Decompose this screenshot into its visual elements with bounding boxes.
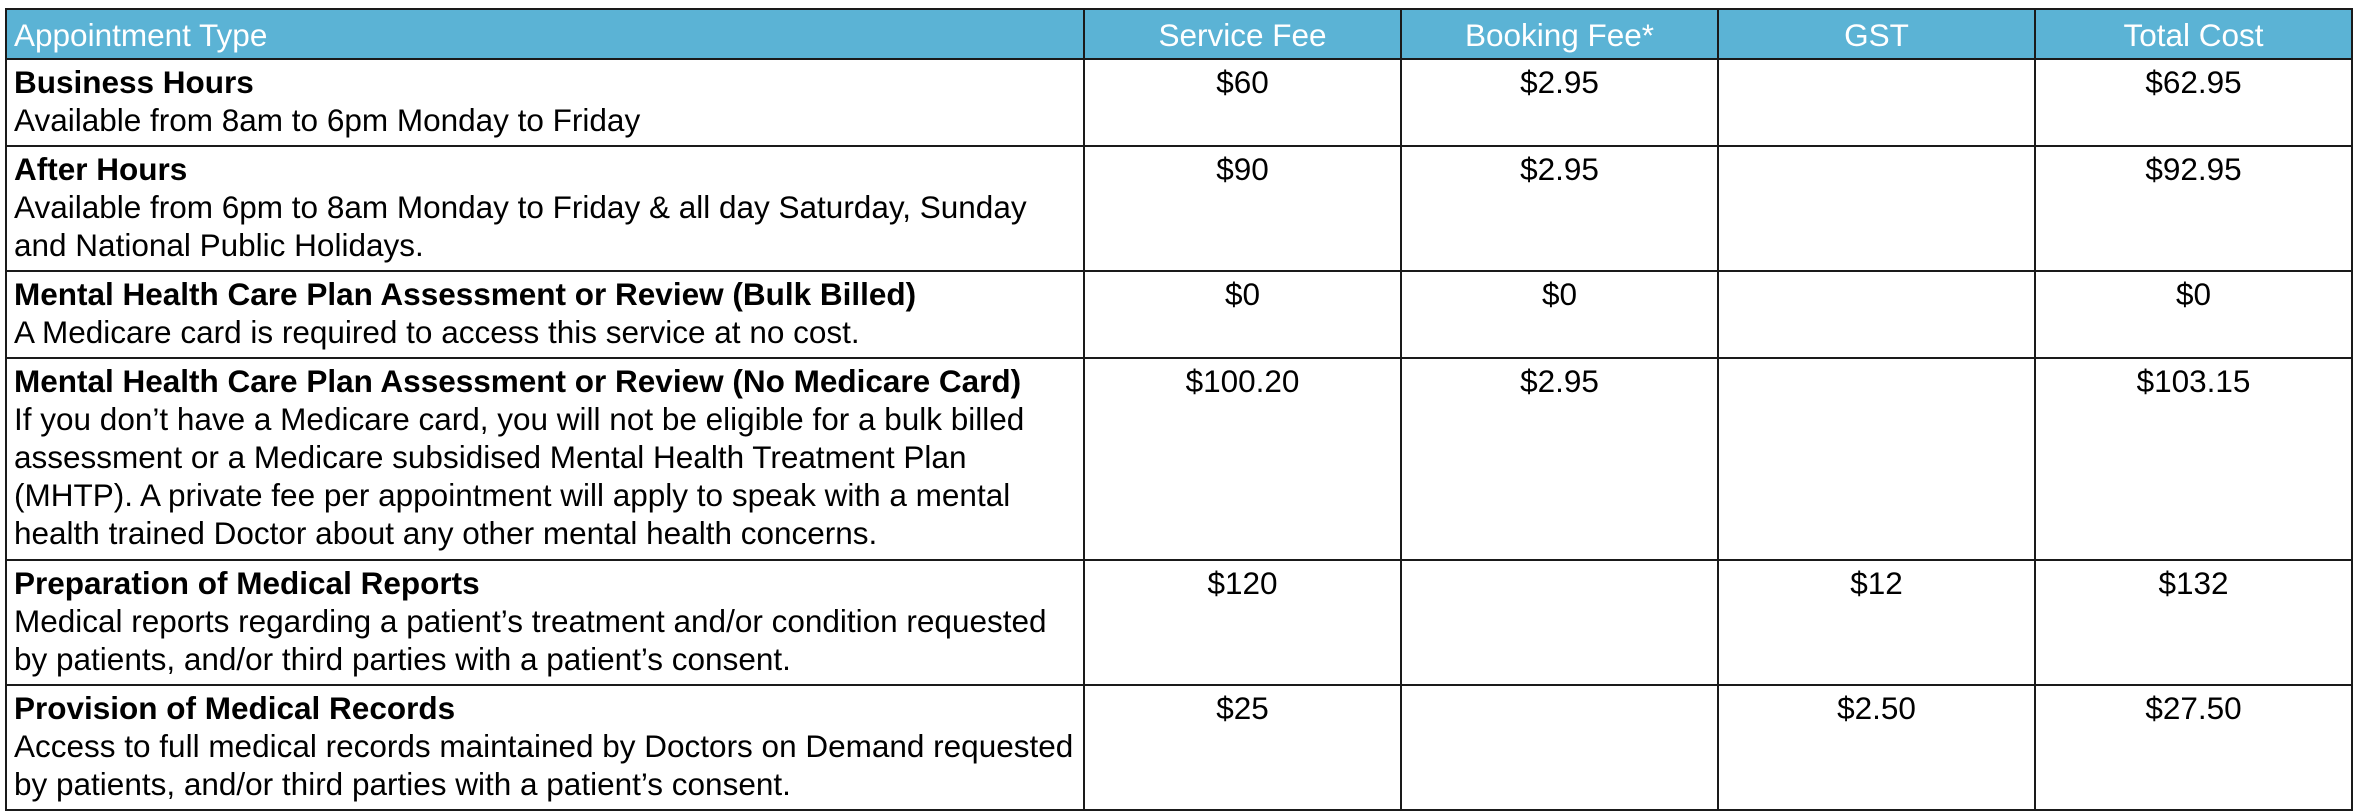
total-cost-cell: $103.15 [2035, 358, 2352, 560]
service-fee-cell: $120 [1084, 560, 1401, 685]
appointment-title: Mental Health Care Plan Assessment or Review (Bulk Billed) [14, 276, 917, 312]
header-row [6, 9, 2352, 59]
appointment-description: A Medicare card is required to access this service at no cost. [14, 314, 860, 350]
service-fee-cell: $100.20 [1084, 358, 1401, 560]
appointment-title: After Hours [14, 151, 188, 187]
booking-fee-cell [1401, 685, 1718, 810]
column-header-service-fee: Service Fee [1084, 9, 1401, 59]
appointment-description: Available from 8am to 6pm Monday to Friday [14, 102, 641, 138]
service-fee-cell: $60 [1084, 59, 1401, 146]
appointment-type-cell [6, 146, 1084, 271]
table-row [6, 560, 2352, 685]
appointment-type-cell [6, 59, 1084, 146]
column-header-appointment-type: Appointment Type [6, 9, 1084, 59]
appointment-description: Available from 6pm to 8am Monday to Friday & all day Saturday, Sunday and National Public Holidays. [14, 189, 1027, 263]
appointment-type-cell [6, 358, 1084, 560]
table-body [6, 59, 2352, 810]
total-cost-cell: $92.95 [2035, 146, 2352, 271]
gst-cell [1718, 271, 2035, 358]
appointment-type-cell [6, 560, 1084, 685]
booking-fee-cell: $0 [1401, 271, 1718, 358]
table-row [6, 271, 2352, 358]
appointment-title: Provision of Medical Records [14, 690, 456, 726]
appointment-title: Business Hours [14, 64, 254, 100]
table-row [6, 59, 2352, 146]
appointment-title: Mental Health Care Plan Assessment or Review (No Medicare Card) [14, 363, 1022, 399]
appointment-description: Access to full medical records maintained by Doctors on Demand requested by patients, and/or third parties with a patient’s consent. [14, 728, 1074, 802]
appointment-type-cell [6, 685, 1084, 810]
gst-cell [1718, 59, 2035, 146]
total-cost-cell: $27.50 [2035, 685, 2352, 810]
booking-fee-cell: $2.95 [1401, 146, 1718, 271]
appointment-type-cell [6, 271, 1084, 358]
appointment-description: If you don’t have a Medicare card, you will not be eligible for a bulk billed assessment or a Medicare subsidised Mental Health Treatment Plan (MHTP). A private fee per appointment will apply to speak with a mental health trained Doctor about any other mental health concerns. [14, 401, 1025, 551]
total-cost-cell: $0 [2035, 271, 2352, 358]
column-header-total-cost: Total Cost [2035, 9, 2352, 59]
table-row [6, 146, 2352, 271]
column-header-booking-fee: Booking Fee* [1401, 9, 1718, 59]
gst-cell: $2.50 [1718, 685, 2035, 810]
total-cost-cell: $62.95 [2035, 59, 2352, 146]
booking-fee-cell: $2.95 [1401, 59, 1718, 146]
booking-fee-cell: $2.95 [1401, 358, 1718, 560]
table-row [6, 685, 2352, 810]
table-header [6, 9, 2352, 59]
appointment-fee-table [5, 8, 2353, 811]
gst-cell [1718, 146, 2035, 271]
total-cost-cell: $132 [2035, 560, 2352, 685]
table-row [6, 358, 2352, 560]
service-fee-cell: $0 [1084, 271, 1401, 358]
gst-cell: $12 [1718, 560, 2035, 685]
appointment-title: Preparation of Medical Reports [14, 565, 480, 601]
service-fee-cell: $90 [1084, 146, 1401, 271]
column-header-gst: GST [1718, 9, 2035, 59]
service-fee-cell: $25 [1084, 685, 1401, 810]
booking-fee-cell [1401, 560, 1718, 685]
gst-cell [1718, 358, 2035, 560]
appointment-description: Medical reports regarding a patient’s treatment and/or condition requested by patients, and/or third parties with a patient’s consent. [14, 603, 1047, 677]
